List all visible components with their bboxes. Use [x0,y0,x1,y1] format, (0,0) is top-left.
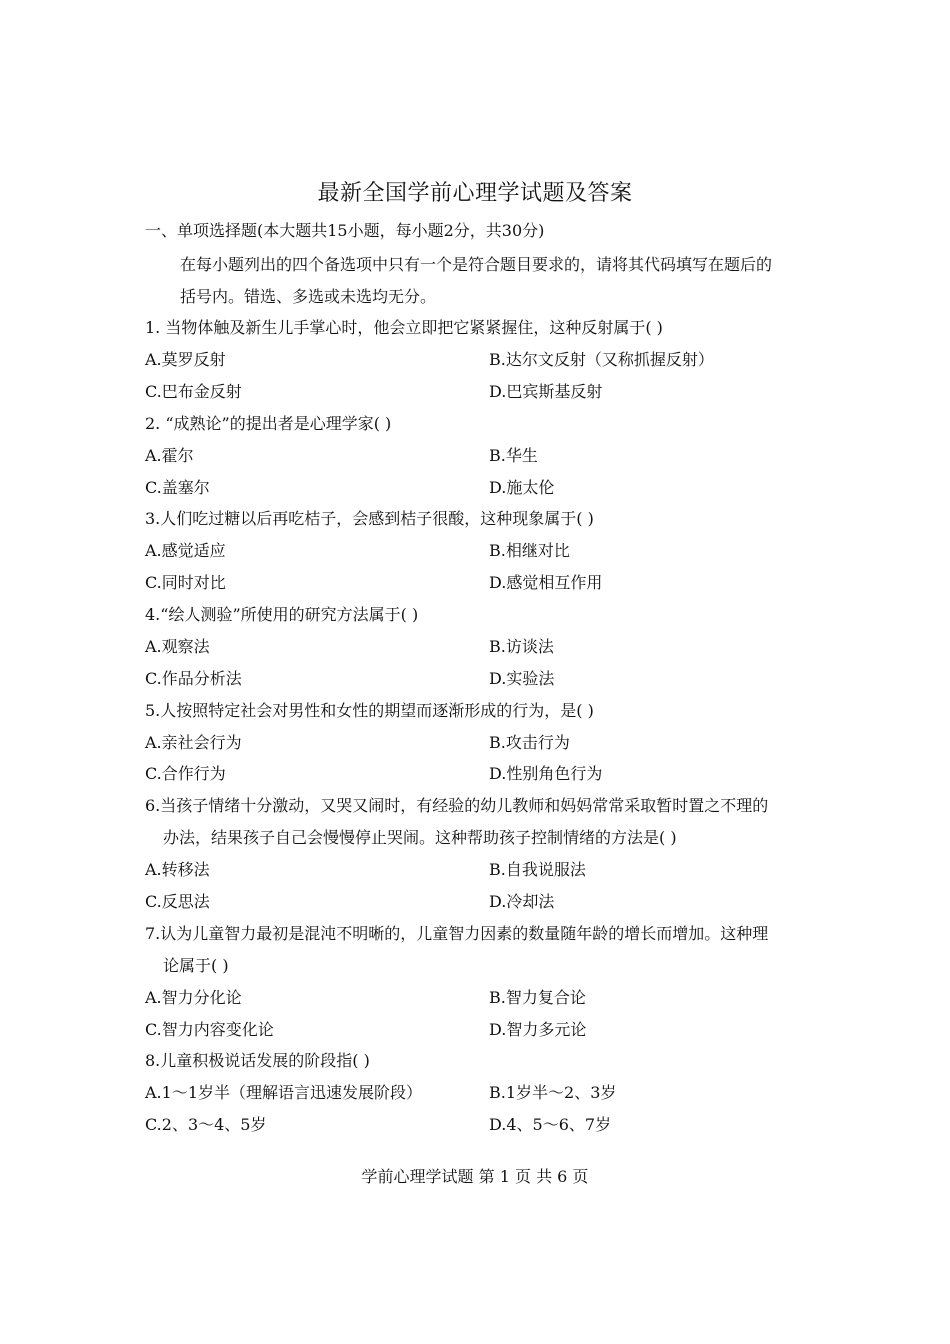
option-c: C.巴布金反射 [145,382,242,401]
option-a: A.莫罗反射 [145,350,226,369]
page-title: 最新全国学前心理学试题及答案 [317,181,633,206]
section-instructions: 括号内。错选、多选或未选均无分。 [180,287,437,306]
option-d: D.冷却法 [489,892,555,911]
option-c: C.同时对比 [145,573,226,592]
option-b: B.攻击行为 [489,733,570,752]
option-a: A.感觉适应 [145,541,226,560]
option-d: D.巴宾斯基反射 [489,382,603,401]
option-a: A.1～1岁半（理解语言迅速发展阶段） [145,1083,423,1102]
option-a: A.霍尔 [145,446,194,465]
section-instructions: 在每小题列出的四个备选项中只有一个是符合题目要求的，请将其代码填写在题后的 [180,255,773,274]
question-stem: 5.人按照特定社会对男性和女性的期望而逐渐形成的行为，是( ) [145,701,594,720]
question-stem: 1. 当物体触及新生儿手掌心时，他会立即把它紧紧握住，这种反射属于( ) [145,318,663,337]
question-stem: 7.认为儿童智力最初是混沌不明晰的，儿童智力因素的数量随年龄的增长而增加。这种理 [145,924,769,943]
question-stem: 3.人们吃过糖以后再吃桔子，会感到桔子很酸，这种现象属于( ) [145,509,594,528]
question-stem: 2. “成熟论”的提出者是心理学家( ) [145,414,392,433]
option-d: D.实验法 [489,669,555,688]
question-stem-continued: 论属于( ) [163,956,229,975]
option-d: D.性别角色行为 [489,764,603,783]
option-b: B.1岁半～2、3岁 [489,1083,617,1102]
option-c: C.智力内容变化论 [145,1020,274,1039]
option-b: B.智力复合论 [489,988,586,1007]
option-a: A.观察法 [145,637,210,656]
option-d: D.4、5～6、7岁 [489,1115,612,1134]
page-footer: 学前心理学试题 第 1 页 共 6 页 [361,1167,589,1186]
option-d: D.施太伦 [489,478,555,497]
option-a: A.智力分化论 [145,988,242,1007]
question-stem-continued: 办法，结果孩子自己会慢慢停止哭闹。这种帮助孩子控制情绪的方法是( ) [163,828,677,847]
question-stem: 8.儿童积极说话发展的阶段指( ) [145,1051,370,1070]
question-stem: 4.“绘人测验”所使用的研究方法属于( ) [145,605,419,624]
option-b: B.相继对比 [489,541,570,560]
option-a: A.转移法 [145,860,210,879]
option-b: B.华生 [489,446,538,465]
question-stem: 6.当孩子情绪十分激动，又哭又闹时，有经验的幼儿教师和妈妈常常采取暂时置之不理的 [145,796,769,815]
option-b: B.访谈法 [489,637,554,656]
option-d: D.智力多元论 [489,1020,587,1039]
option-b: B.自我说服法 [489,860,586,879]
option-c: C.盖塞尔 [145,478,210,497]
option-d: D.感觉相互作用 [489,573,603,592]
option-b: B.达尔文反射（又称抓握反射） [489,350,714,369]
option-a: A.亲社会行为 [145,733,242,752]
section-heading: 一、单项选择题(本大题共15小题，每小题2分，共30分) [145,221,545,240]
option-c: C.反思法 [145,892,210,911]
option-c: C.2、3～4、5岁 [145,1115,267,1134]
option-c: C.合作行为 [145,764,226,783]
option-c: C.作品分析法 [145,669,242,688]
